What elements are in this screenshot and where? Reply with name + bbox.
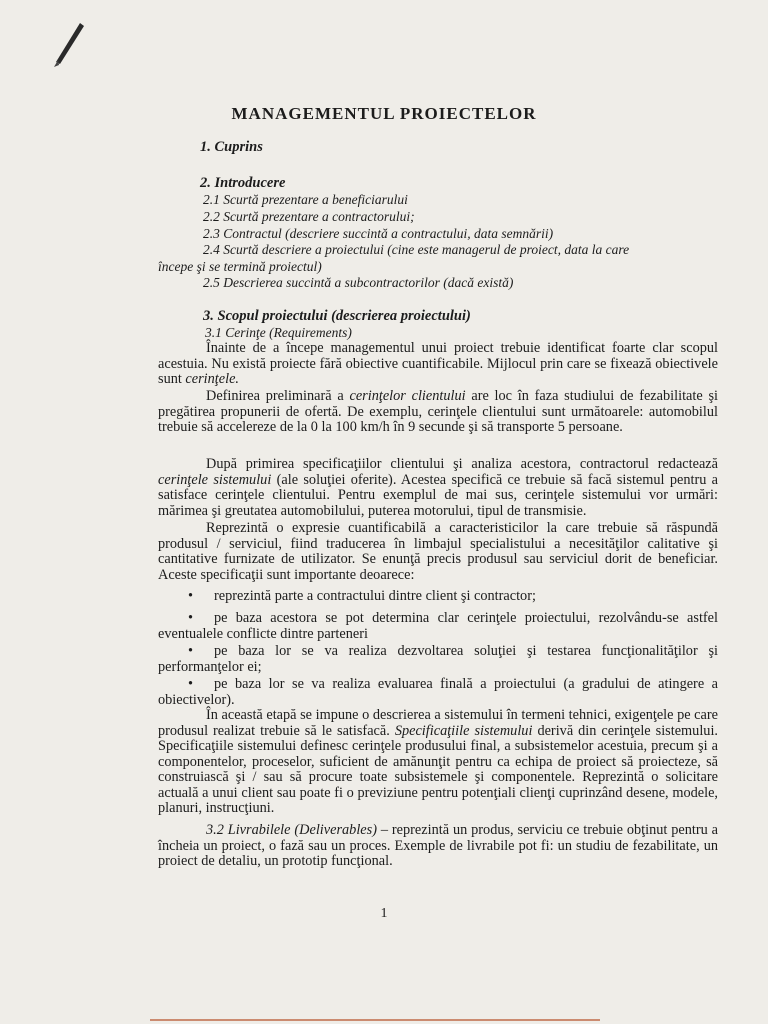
p5-emphasis: Specificaţiile sistemului	[394, 722, 533, 739]
intro-item-2-4-cont: începe şi se termină proiectul)	[158, 259, 322, 274]
bullet-item-3: • pe baza lor se va realiza dezvoltarea soluţiei şi testarea funcţionalităţilor şi performanţelor ei;	[158, 643, 718, 675]
paragraph-5	[158, 708, 718, 817]
subsection-cerinte: 3.1 Cerinţe (Requirements)	[205, 325, 352, 340]
section-introducere: 2. Introducere	[200, 175, 286, 191]
p3-text-a: După primirea specificaţiilor clientului şi analiza acestora, contractorul redactează	[206, 456, 718, 472]
intro-item-2-4: 2.4 Scurtă descriere a proiectului (cine este managerul de proiect, data la care	[203, 242, 630, 257]
bullet-item-2: • pe baza acestora se pot determina clar cerinţele proiectului, rezolvându-se astfel eventualele conflicte dintre parteneri	[158, 610, 718, 642]
intro-item-2-2: 2.2 Scurtă prezentare a contractorului;	[203, 209, 415, 224]
p2-text-b: are loc în faza studiului de fezabilitate şi pregătirea propunerii de ofertă. De exemplu, cerinţele clientului sunt următoarele: automobilul trebuie să accelereze de la 0 la 100 km/h în 9 secunde şi să transporte 5 persoane.	[158, 388, 718, 435]
section-scopul: 3. Scopul proiectului (descrierea proiectului)	[203, 308, 471, 324]
p2-emphasis: cerinţelor clientului	[349, 388, 466, 404]
bullet-text-3: pe baza lor se va realiza dezvoltarea soluţiei şi testarea funcţionalităţilor şi performanţelor ei;	[158, 643, 718, 675]
p4-text: Reprezintă o expresie cuantificabilă a caracteristicilor la care trebuie să răspundă produsul / serviciul, fiind traducerea în limbajul specialistului a necesităţilor calitative şi cantitative furnizate de utilizator. Se enunţă precis produsul sau serviciul dorit de beneficiar. Aceste specificaţii sunt importante deoarece:	[158, 520, 718, 583]
p5-text-b: derivă din cerinţele sistemului. Specificaţiile sistemului definesc cerinţele produsului final, a subsistemelor acestuia, precum şi a componentelor, proceselor, suficient de amănunţit pentru ca echipa de proiect să proiecteze, să construiască şi / sau să procure toate subsistemele şi componentele. Reprezintă o solicitare actuală a unui client sau poate fi o previziune pentru potenţiali clienţi cuprinzând desene, modele, planuri, instrucţiuni.	[158, 722, 718, 816]
intro-item-2-3: 2.3 Contractul (descriere succintă a contractului, data semnării)	[203, 226, 554, 241]
paragraph-6	[158, 823, 718, 870]
p1-emphasis: cerinţele.	[185, 371, 240, 387]
bottom-edge-line	[150, 1019, 600, 1021]
p5-text-a: În această etapă se impune o descrierea a sistemului în termeni tehnici, exigenţele pe care produsul realizat trebuie să le satisfacă.	[158, 707, 718, 739]
bullet-text-1: reprezintă parte a contractului dintre client şi contractor;	[214, 588, 536, 604]
p3-text-b: (ale soluţiei oferite). Acestea specifică ce trebuie să facă sistemul pentru a satisface cerinţele clientului. Pentru exemplul de mai sus, cerinţele sistemului vor urmări: mărimea şi greutatea automobilului, puterea motorului, tipul de transmisie.	[158, 471, 719, 519]
p6-text: – reprezintă un produs, serviciu ce trebuie obţinut pentru a încheia un proiect, o fază sau un proces. Exemple de livrabile pot fi: un studiu de fezabilitate, un proiect de detaliu, un prototip funcţional.	[158, 822, 719, 869]
intro-item-2-1: 2.1 Scurtă prezentare a beneficiarului	[203, 192, 408, 207]
p3-emphasis: cerinţele sistemului	[158, 471, 272, 488]
paragraph-4	[158, 521, 718, 583]
bullet-text-2: pe baza acestora se pot determina clar cerinţele proiectului, rezolvându-se astfel eventualele conflicte dintre parteneri	[158, 610, 718, 642]
p1-text: Înainte de a începe managementul unui proiect trebuie identificat foarte clar scopul acestuia. Nu există proiecte fără obiective cuantificabile. Mijlocul prin care se fixează obiectivele sunt	[158, 340, 718, 387]
bullet-text-4: pe baza lor se va realiza evaluarea finală a proiectului (a gradului de atingere a obiectivelor).	[158, 676, 718, 708]
page-number: 1	[380, 906, 388, 921]
paragraph-1	[158, 341, 718, 388]
paragraph-2	[158, 389, 718, 436]
p6-emphasis: 3.2 Livrabilele (Deliverables)	[206, 822, 377, 838]
paragraph-3	[158, 457, 718, 519]
bullet-item-1: • reprezintă parte a contractului dintre client şi contractor;	[188, 588, 536, 604]
section-cuprins: 1. Cuprins	[200, 139, 263, 155]
intro-item-2-5: 2.5 Descrierea succintă a subcontractorilor (dacă există)	[203, 275, 514, 290]
document-title: MANAGEMENTUL PROIECTELOR	[231, 104, 537, 123]
bullet-item-4: • pe baza lor se va realiza evaluarea finală a proiectului (a gradului de atingere a obiectivelor).	[158, 676, 718, 708]
p2-text-a: Definirea preliminară a	[206, 388, 344, 404]
pen-stroke-mark	[50, 20, 90, 70]
